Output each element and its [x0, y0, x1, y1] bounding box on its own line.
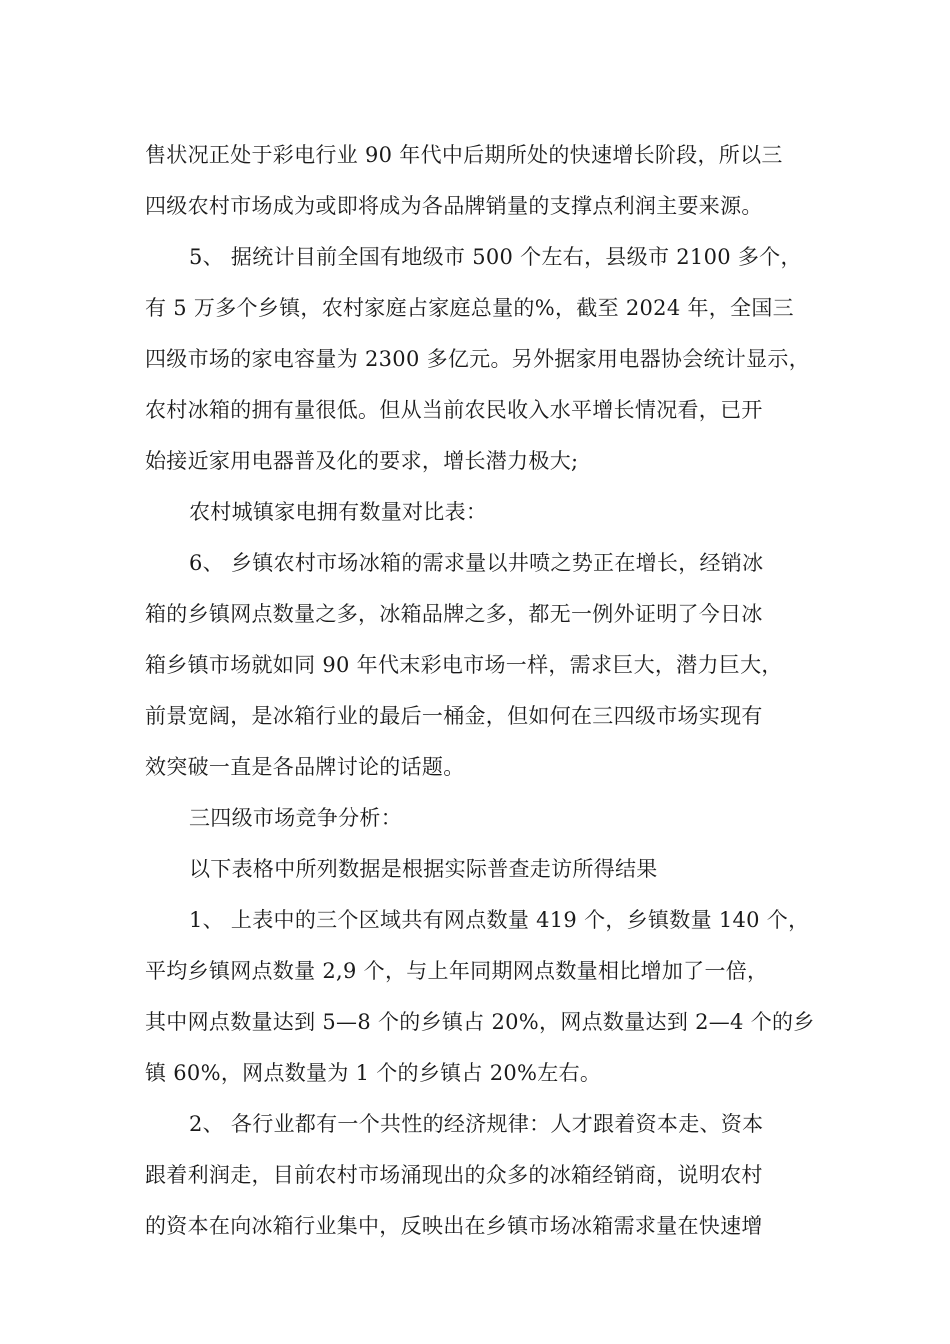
- text-line: 前景宽阔，是冰箱行业的最后一桶金，但如何在三四级市场实现有: [145, 704, 763, 728]
- text-line: 其中网点数量达到 5—8 个的乡镇占 20%，网点数量达到 2—4 个的乡: [145, 1010, 815, 1034]
- text-line: 箱的乡镇网点数量之多，冰箱品牌之多，都无一例外证明了今日冰: [145, 602, 763, 626]
- text-line: 镇 60%，网点数量为 1 个的乡镇占 20%左右。: [145, 1061, 602, 1085]
- item-1-start: 1、 上表中的三个区域共有网点数量 419 个，乡镇数量 140 个，: [189, 908, 810, 932]
- document-body: [145, 130, 825, 1252]
- paragraph-5-start: 5、 据统计目前全国有地级市 500 个左右，县级市 2100 多个，: [189, 245, 802, 269]
- text-line: 平均乡镇网点数量 2,9 个，与上年同期网点数量相比增加了一倍，: [145, 959, 769, 983]
- text-line: 售状况正处于彩电行业 90 年代中后期所处的快速增长阶段，所以三: [145, 143, 783, 167]
- text-line: 农村冰箱的拥有量很低。但从当前农民收入水平增长情况看，已开: [145, 398, 763, 422]
- text-line: 有 5 万多个乡镇，农村家庭占家庭总量的%，截至 2024 年，全国三: [145, 296, 794, 320]
- text-line: 四级农村市场成为或即将成为各品牌销量的支撑点利润主要来源。: [145, 194, 763, 218]
- comparison-table-caption: 农村城镇家电拥有数量对比表：: [189, 500, 488, 524]
- paragraph-6-start: 6、 乡镇农村市场冰箱的需求量以井喷之势正在增长，经销冰: [189, 551, 764, 575]
- item-2-start: 2、 各行业都有一个共性的经济规律：人才跟着资本走、资本: [189, 1112, 764, 1136]
- text-line: 四级市场的家电容量为 2300 多亿元。另外据家用电器协会统计显示，: [145, 347, 810, 371]
- section-heading-competition: 三四级市场竞争分析：: [189, 806, 402, 830]
- table-note: 以下表格中所列数据是根据实际普查走访所得结果: [189, 857, 658, 881]
- text-line: 始接近家用电器普及化的要求，增长潜力极大;: [145, 449, 579, 473]
- text-line: 的资本在向冰箱行业集中，反映出在乡镇市场冰箱需求量在快速增: [145, 1214, 763, 1238]
- text-line: 箱乡镇市场就如同 90 年代末彩电市场一样，需求巨大，潜力巨大，: [145, 653, 783, 677]
- text-line: 效突破一直是各品牌讨论的话题。: [145, 755, 465, 779]
- text-line: 跟着利润走，目前农村市场涌现出的众多的冰箱经销商，说明农村: [145, 1163, 763, 1187]
